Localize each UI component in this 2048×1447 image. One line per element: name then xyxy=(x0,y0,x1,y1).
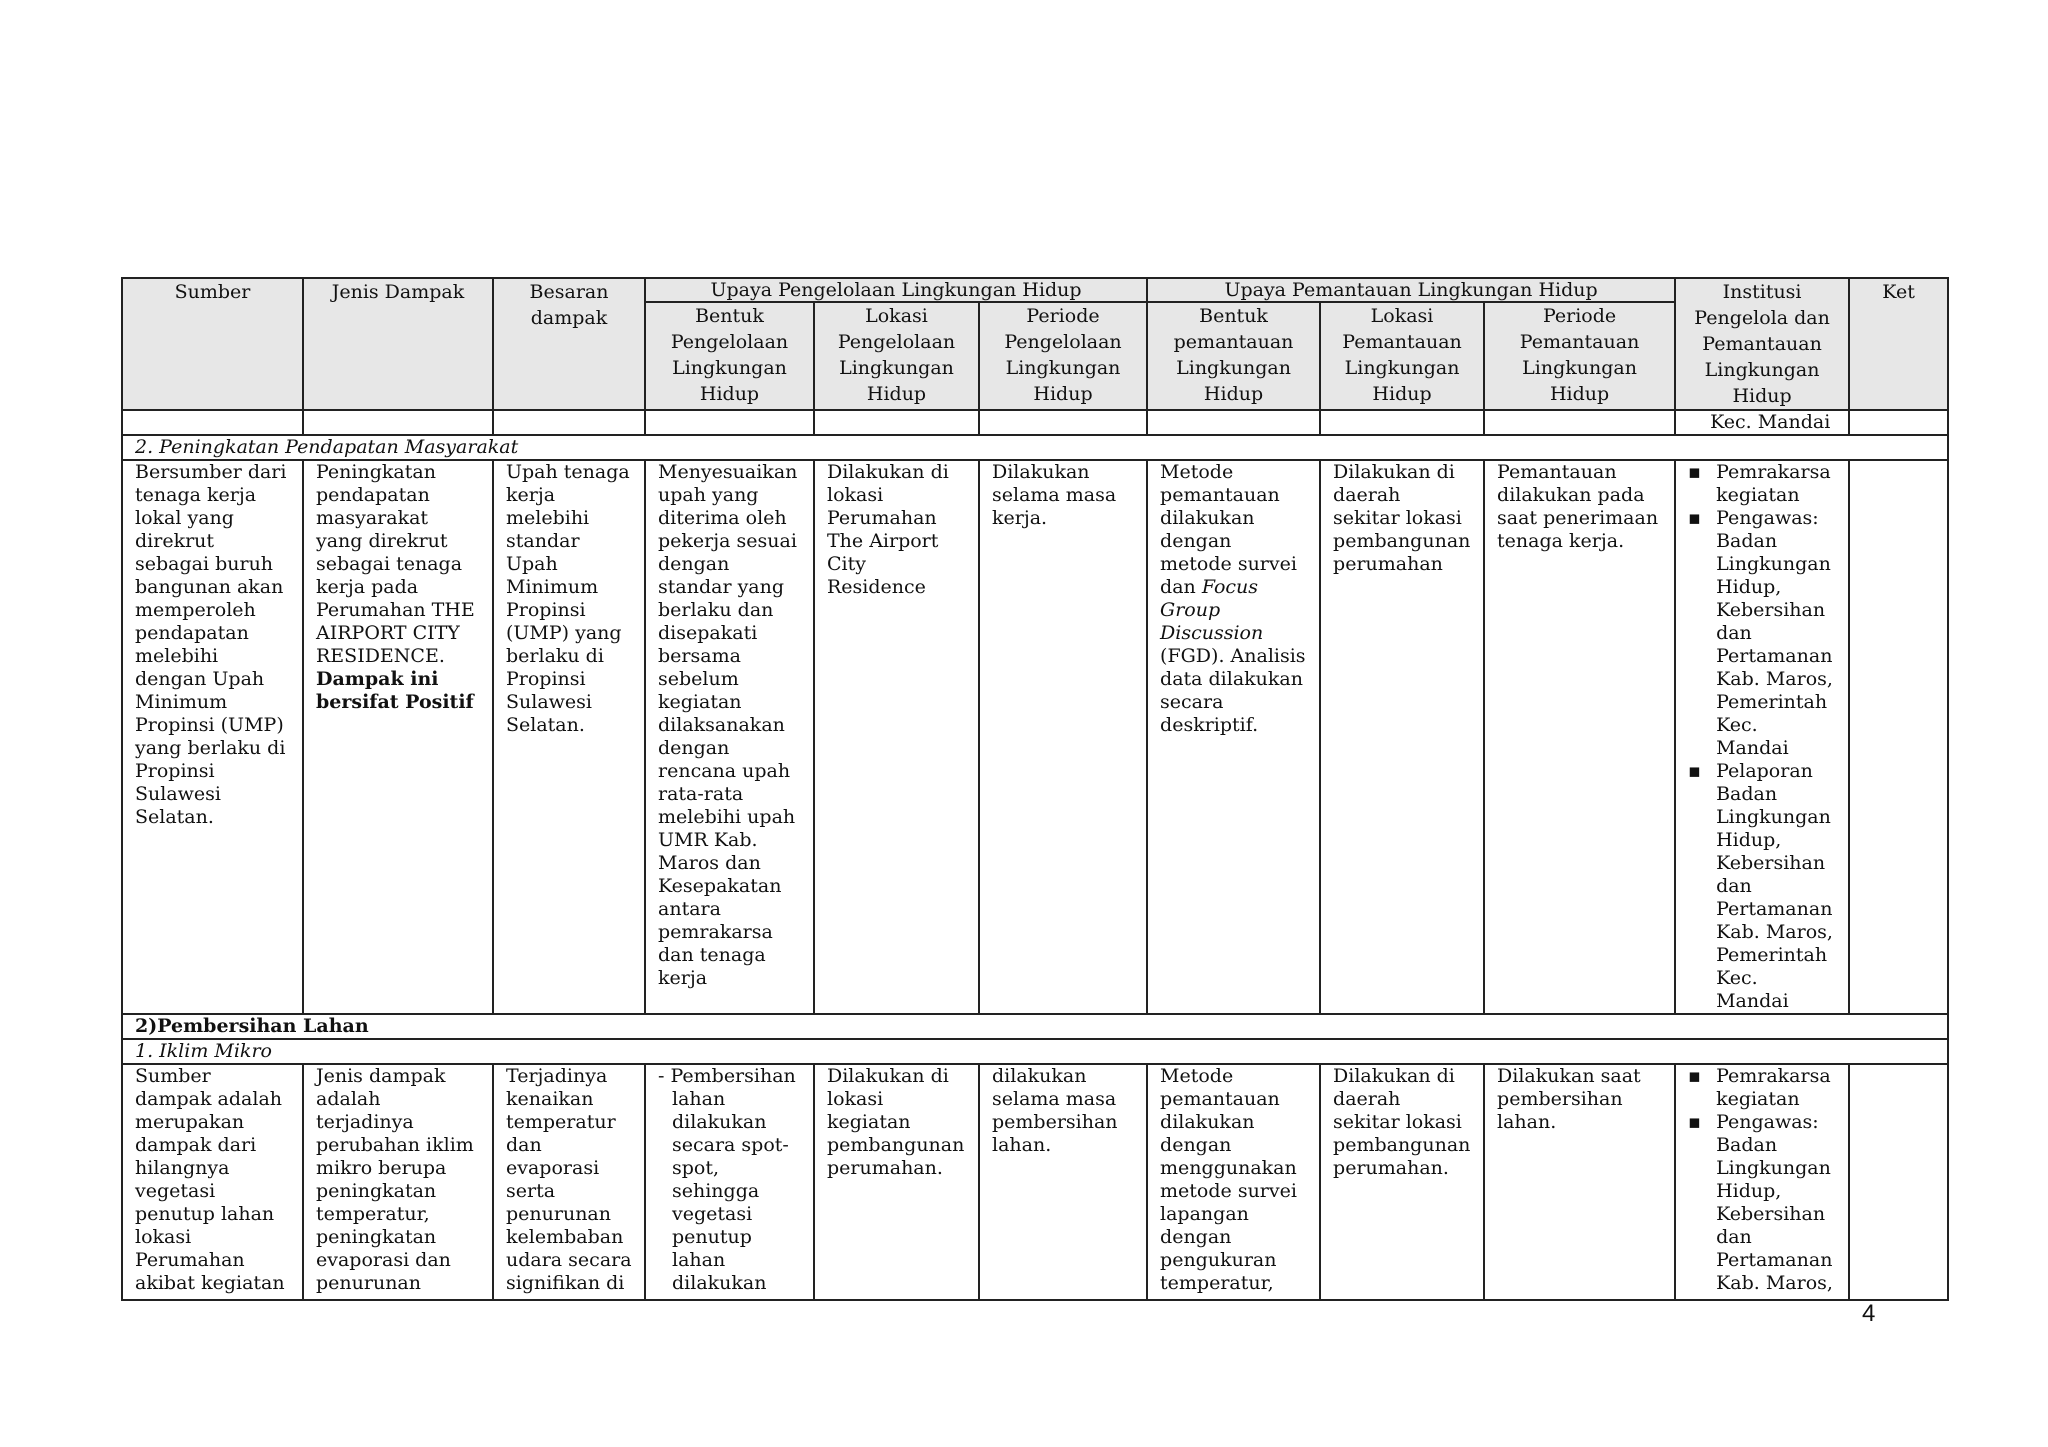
header-bentuk-pemantauan: Bentuk pemantauan Lingkungan Hidup xyxy=(1147,302,1320,410)
institusi-list xyxy=(1686,461,1836,1013)
header-jenis-dampak: Jenis Dampak xyxy=(303,278,493,410)
cell-besaran: Terjadinya kenaikan temperatur dan evaporasi serta penurunan kelembaban udara secara signifikan di xyxy=(493,1064,645,1300)
header-upaya-pengelolaan: Upaya Pengelolaan Lingkungan Hidup xyxy=(645,278,1147,302)
list-item: ▪ Pemrakarsa kegiatan xyxy=(1686,1065,1836,1111)
cell-bentuk-pengelolaan xyxy=(645,1064,814,1300)
header-sumber: Sumber xyxy=(122,278,303,410)
header-besaran-dampak: Besaran dampak xyxy=(493,278,645,410)
section-subtitle: 1. Iklim Mikro xyxy=(122,1039,1948,1064)
cell-sumber: Bersumber dari tenaga kerja lokal yang direkrut sebagai buruh bangunan akan memperoleh pendapatan melebihi dengan Upah Minimum Propinsi (UMP) yang berlaku di Propinsi Sulawesi Selatan. xyxy=(122,460,303,1014)
cell-periode-pengelolaan: dilakukan selama masa pembersihan lahan. xyxy=(979,1064,1147,1300)
header-periode-pemantauan: Periode Pemantauan Lingkungan Hidup xyxy=(1484,302,1675,410)
table-row xyxy=(122,460,1948,1014)
section-title-row xyxy=(122,435,1948,460)
list-item: ▪ Pemrakarsa kegiatan xyxy=(1686,461,1836,507)
table-row xyxy=(122,1064,1948,1300)
cell-lokasi-pengelolaan: Dilakukan di lokasi Perumahan The Airport City Residence xyxy=(814,460,979,1014)
bentuk-pengelolaan-item: - Pembersihan lahan dilakukan secara spot-spot, sehingga vegetasi penutup lahan dilakukan xyxy=(658,1065,796,1294)
bentuk-pemantauan-italic: Focus Group Discussion xyxy=(1160,576,1264,644)
jenis-dampak-text: Peningkatan pendapatan masyarakat yang direkrut sebagai tenaga kerja pada Perumahan THE AIRPORT CITY RESIDENCE. xyxy=(316,461,475,667)
header-upaya-pemantauan: Upaya Pemantauan Lingkungan Hidup xyxy=(1147,278,1675,302)
list-item: ▪ Pelaporan Badan Lingkungan Hidup, Kebersihan dan Pertamanan Kab. Maros, Pemerintah Kec. Mandai xyxy=(1686,760,1836,1013)
header-periode-pengelolaan: Periode Pengelolaan Lingkungan Hidup xyxy=(979,302,1147,410)
section-title: 2)Pembersihan Lahan xyxy=(122,1014,1948,1039)
list-item: ▪ Pengawas: Badan Lingkungan Hidup, Kebersihan dan Pertamanan Kab. Maros, Pemerintah Kec. Mandai xyxy=(1686,507,1836,760)
cell-bentuk-pengelolaan: Menyesuaikan upah yang diterima oleh pekerja sesuai dengan standar yang berlaku dan disepakati bersama sebelum kegiatan dilaksanakan dengan rencana upah rata-rata melebihi upah UMR Kab. Maros dan Kesepakatan antara pemrakarsa dan tenaga kerja xyxy=(645,460,814,1014)
list-item: ▪ Pengawas: Badan Lingkungan Hidup, Kebersihan dan Pertamanan Kab. Maros, xyxy=(1686,1111,1836,1295)
section-title: 2. Peningkatan Pendapatan Masyarakat xyxy=(122,435,1948,460)
cell-institusi xyxy=(1675,1064,1849,1300)
section-subtitle-row xyxy=(122,1039,1948,1064)
institusi-list xyxy=(1686,1065,1836,1295)
cell-lokasi-pemantauan: Dilakukan di daerah sekitar lokasi pembangunan perumahan. xyxy=(1320,1064,1484,1300)
header-lokasi-pemantauan: Lokasi Pemantauan Lingkungan Hidup xyxy=(1320,302,1484,410)
cell-periode-pengelolaan: Dilakukan selama masa kerja. xyxy=(979,460,1147,1014)
jenis-dampak-bold: Dampak ini bersifat Positif xyxy=(316,668,474,713)
cell-besaran: Upah tenaga kerja melebihi standar Upah Minimum Propinsi (UMP) yang berlaku di Propinsi Sulawesi Selatan. xyxy=(493,460,645,1014)
header-bentuk-pengelolaan: Bentuk Pengelolaan Lingkungan Hidup xyxy=(645,302,814,410)
cell-periode-pemantauan: Dilakukan saat pembersihan lahan. xyxy=(1484,1064,1675,1300)
carryover-row xyxy=(122,410,1948,435)
rkl-table xyxy=(121,277,1949,1301)
bentuk-pemantauan-b: (FGD). Analisis data dilakukan secara deskriptif. xyxy=(1160,645,1306,736)
header-lokasi-pengelolaan: Lokasi Pengelolaan Lingkungan Hidup xyxy=(814,302,979,410)
cell-ket xyxy=(1849,460,1948,1014)
cell-sumber: Sumber dampak adalah merupakan dampak dari hilangnya vegetasi penutup lahan lokasi Perumahan akibat kegiatan xyxy=(122,1064,303,1300)
cell-ket xyxy=(1849,1064,1948,1300)
header-ket: Ket xyxy=(1849,278,1948,410)
cell-institusi xyxy=(1675,460,1849,1014)
cell-jenis-dampak xyxy=(303,460,493,1014)
section-title-row xyxy=(122,1014,1948,1039)
cell-periode-pemantauan: Pemantauan dilakukan pada saat penerimaan tenaga kerja. xyxy=(1484,460,1675,1014)
page-number: 4 xyxy=(1862,1300,1876,1327)
cell-bentuk-pemantauan xyxy=(1147,460,1320,1014)
header-institusi: Institusi Pengelola dan Pemantauan Lingkungan Hidup xyxy=(1675,278,1849,410)
carryover-institusi: Kec. Mandai xyxy=(1675,410,1849,435)
cell-jenis-dampak: Jenis dampak adalah terjadinya perubahan iklim mikro berupa peningkatan temperatur, peningkatan evaporasi dan penurunan xyxy=(303,1064,493,1300)
cell-lokasi-pemantauan: Dilakukan di daerah sekitar lokasi pembangunan perumahan xyxy=(1320,460,1484,1014)
cell-bentuk-pemantauan: Metode pemantauan dilakukan dengan menggunakan metode survei lapangan dengan pengukuran temperatur, xyxy=(1147,1064,1320,1300)
bentuk-pemantauan-a: Metode pemantauan dilakukan dengan metode survei dan xyxy=(1160,461,1297,598)
cell-lokasi-pengelolaan: Dilakukan di lokasi kegiatan pembangunan perumahan. xyxy=(814,1064,979,1300)
